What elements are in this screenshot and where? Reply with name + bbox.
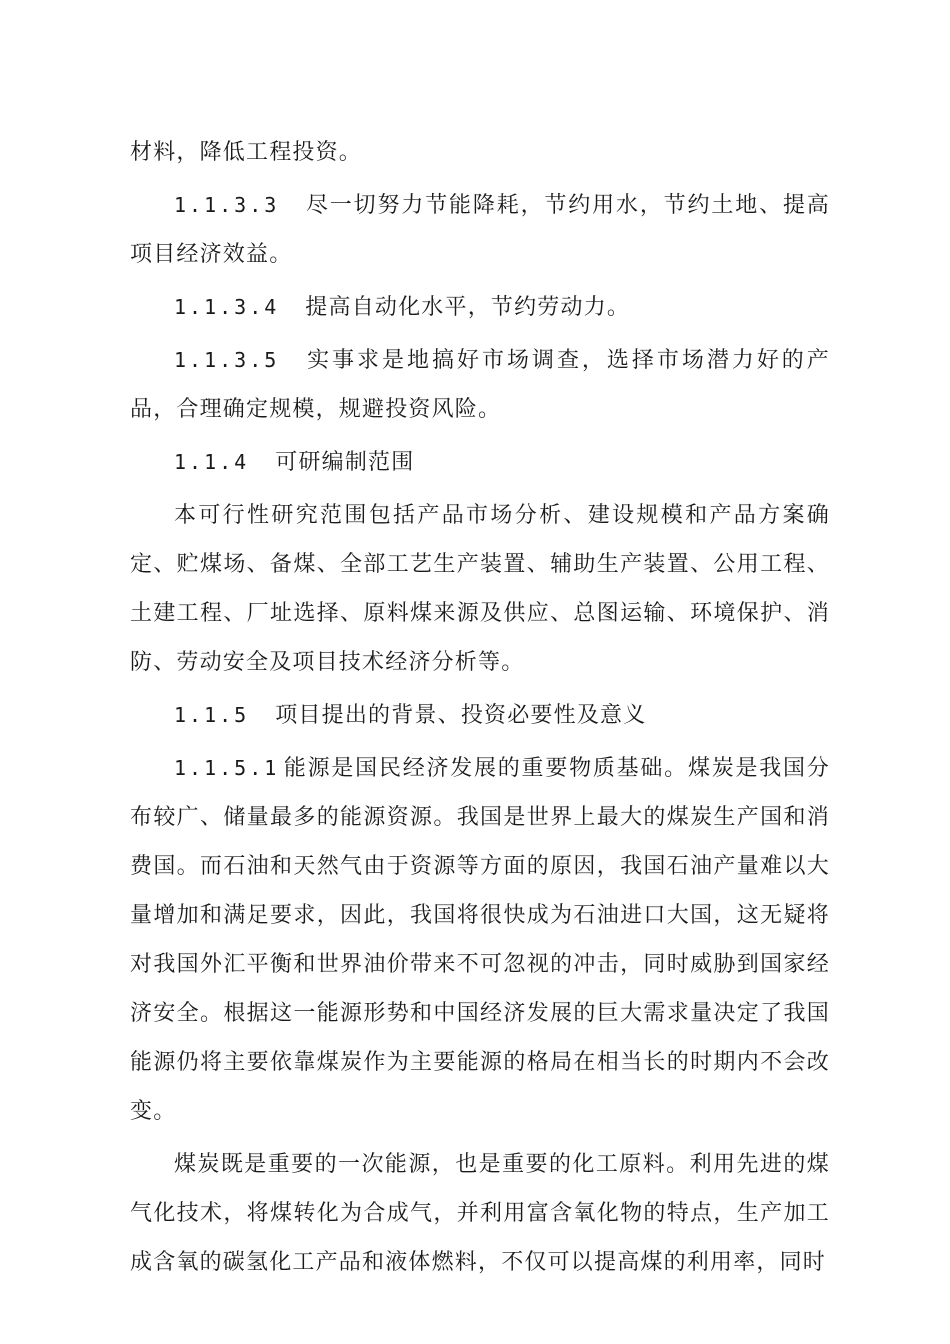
section-number: 1.1.5.1 bbox=[174, 756, 280, 780]
section-number: 1.1.3.3 bbox=[174, 193, 280, 217]
paragraph-continuation bbox=[130, 128, 830, 177]
paragraph-text: 能源是国民经济发展的重要物质基础。煤炭是我国分布较广、储量最多的能源资源。我国是世界上最大的煤炭生产国和消费国。而石油和天然气由于资源等方面的原因，我国石油产量难以大量增加和满足要求，因此，我国将很快成为石油进口大国，这无疑将对我国外汇平衡和世界油价带来不可忽视的冲击，同时威胁到国家经济安全。根据这一能源形势和中国经济发展的巨大需求量决定了我国能源仍将主要依靠煤炭作为主要能源的格局在相当长的时期内不会改变。 bbox=[130, 756, 830, 1124]
section-number: 1.1.4 bbox=[174, 450, 250, 474]
paragraph-text: 实事求是地搞好市场调查，选择市场潜力好的产品，合理确定规模，规避投资风险。 bbox=[130, 348, 830, 422]
heading-text: 可研编制范围 bbox=[275, 450, 415, 475]
paragraph-text: 尽一切努力节能降耗，节约用水，节约土地、提高项目经济效益。 bbox=[130, 193, 830, 267]
paragraph-coal bbox=[130, 1140, 830, 1287]
paragraph-1-1-3-3 bbox=[130, 181, 830, 279]
heading-1-1-4 bbox=[130, 438, 830, 487]
paragraph-text: 本可行性研究范围包括产品市场分析、建设规模和产品方案确定、贮煤场、备煤、全部工艺生产装置、辅助生产装置、公用工程、土建工程、厂址选择、原料煤来源及供应、总图运输、环境保护、消防、劳动安全及项目技术经济分析等。 bbox=[130, 503, 830, 675]
paragraph-1-1-5-1 bbox=[130, 744, 830, 1136]
section-number: 1.1.3.5 bbox=[174, 348, 280, 372]
paragraph-text: 提高自动化水平，节约劳动力。 bbox=[305, 295, 631, 320]
section-number: 1.1.5 bbox=[174, 703, 250, 727]
heading-1-1-5 bbox=[130, 691, 830, 740]
document-body bbox=[130, 128, 830, 1287]
paragraph-text: 煤炭既是重要的一次能源，也是重要的化工原料。利用先进的煤气化技术，将煤转化为合成气，并利用富含氧化物的特点，生产加工成含氧的碳氢化工产品和液体燃料，不仅可以提高煤的利用率，同时 bbox=[130, 1152, 830, 1275]
heading-text: 项目提出的背景、投资必要性及意义 bbox=[275, 703, 647, 728]
section-number: 1.1.3.4 bbox=[174, 295, 280, 319]
paragraph-text: 材料，降低工程投资。 bbox=[130, 140, 363, 165]
paragraph-1-1-3-5 bbox=[130, 336, 830, 434]
paragraph-1-1-3-4 bbox=[130, 283, 830, 332]
paragraph-scope bbox=[130, 491, 830, 687]
